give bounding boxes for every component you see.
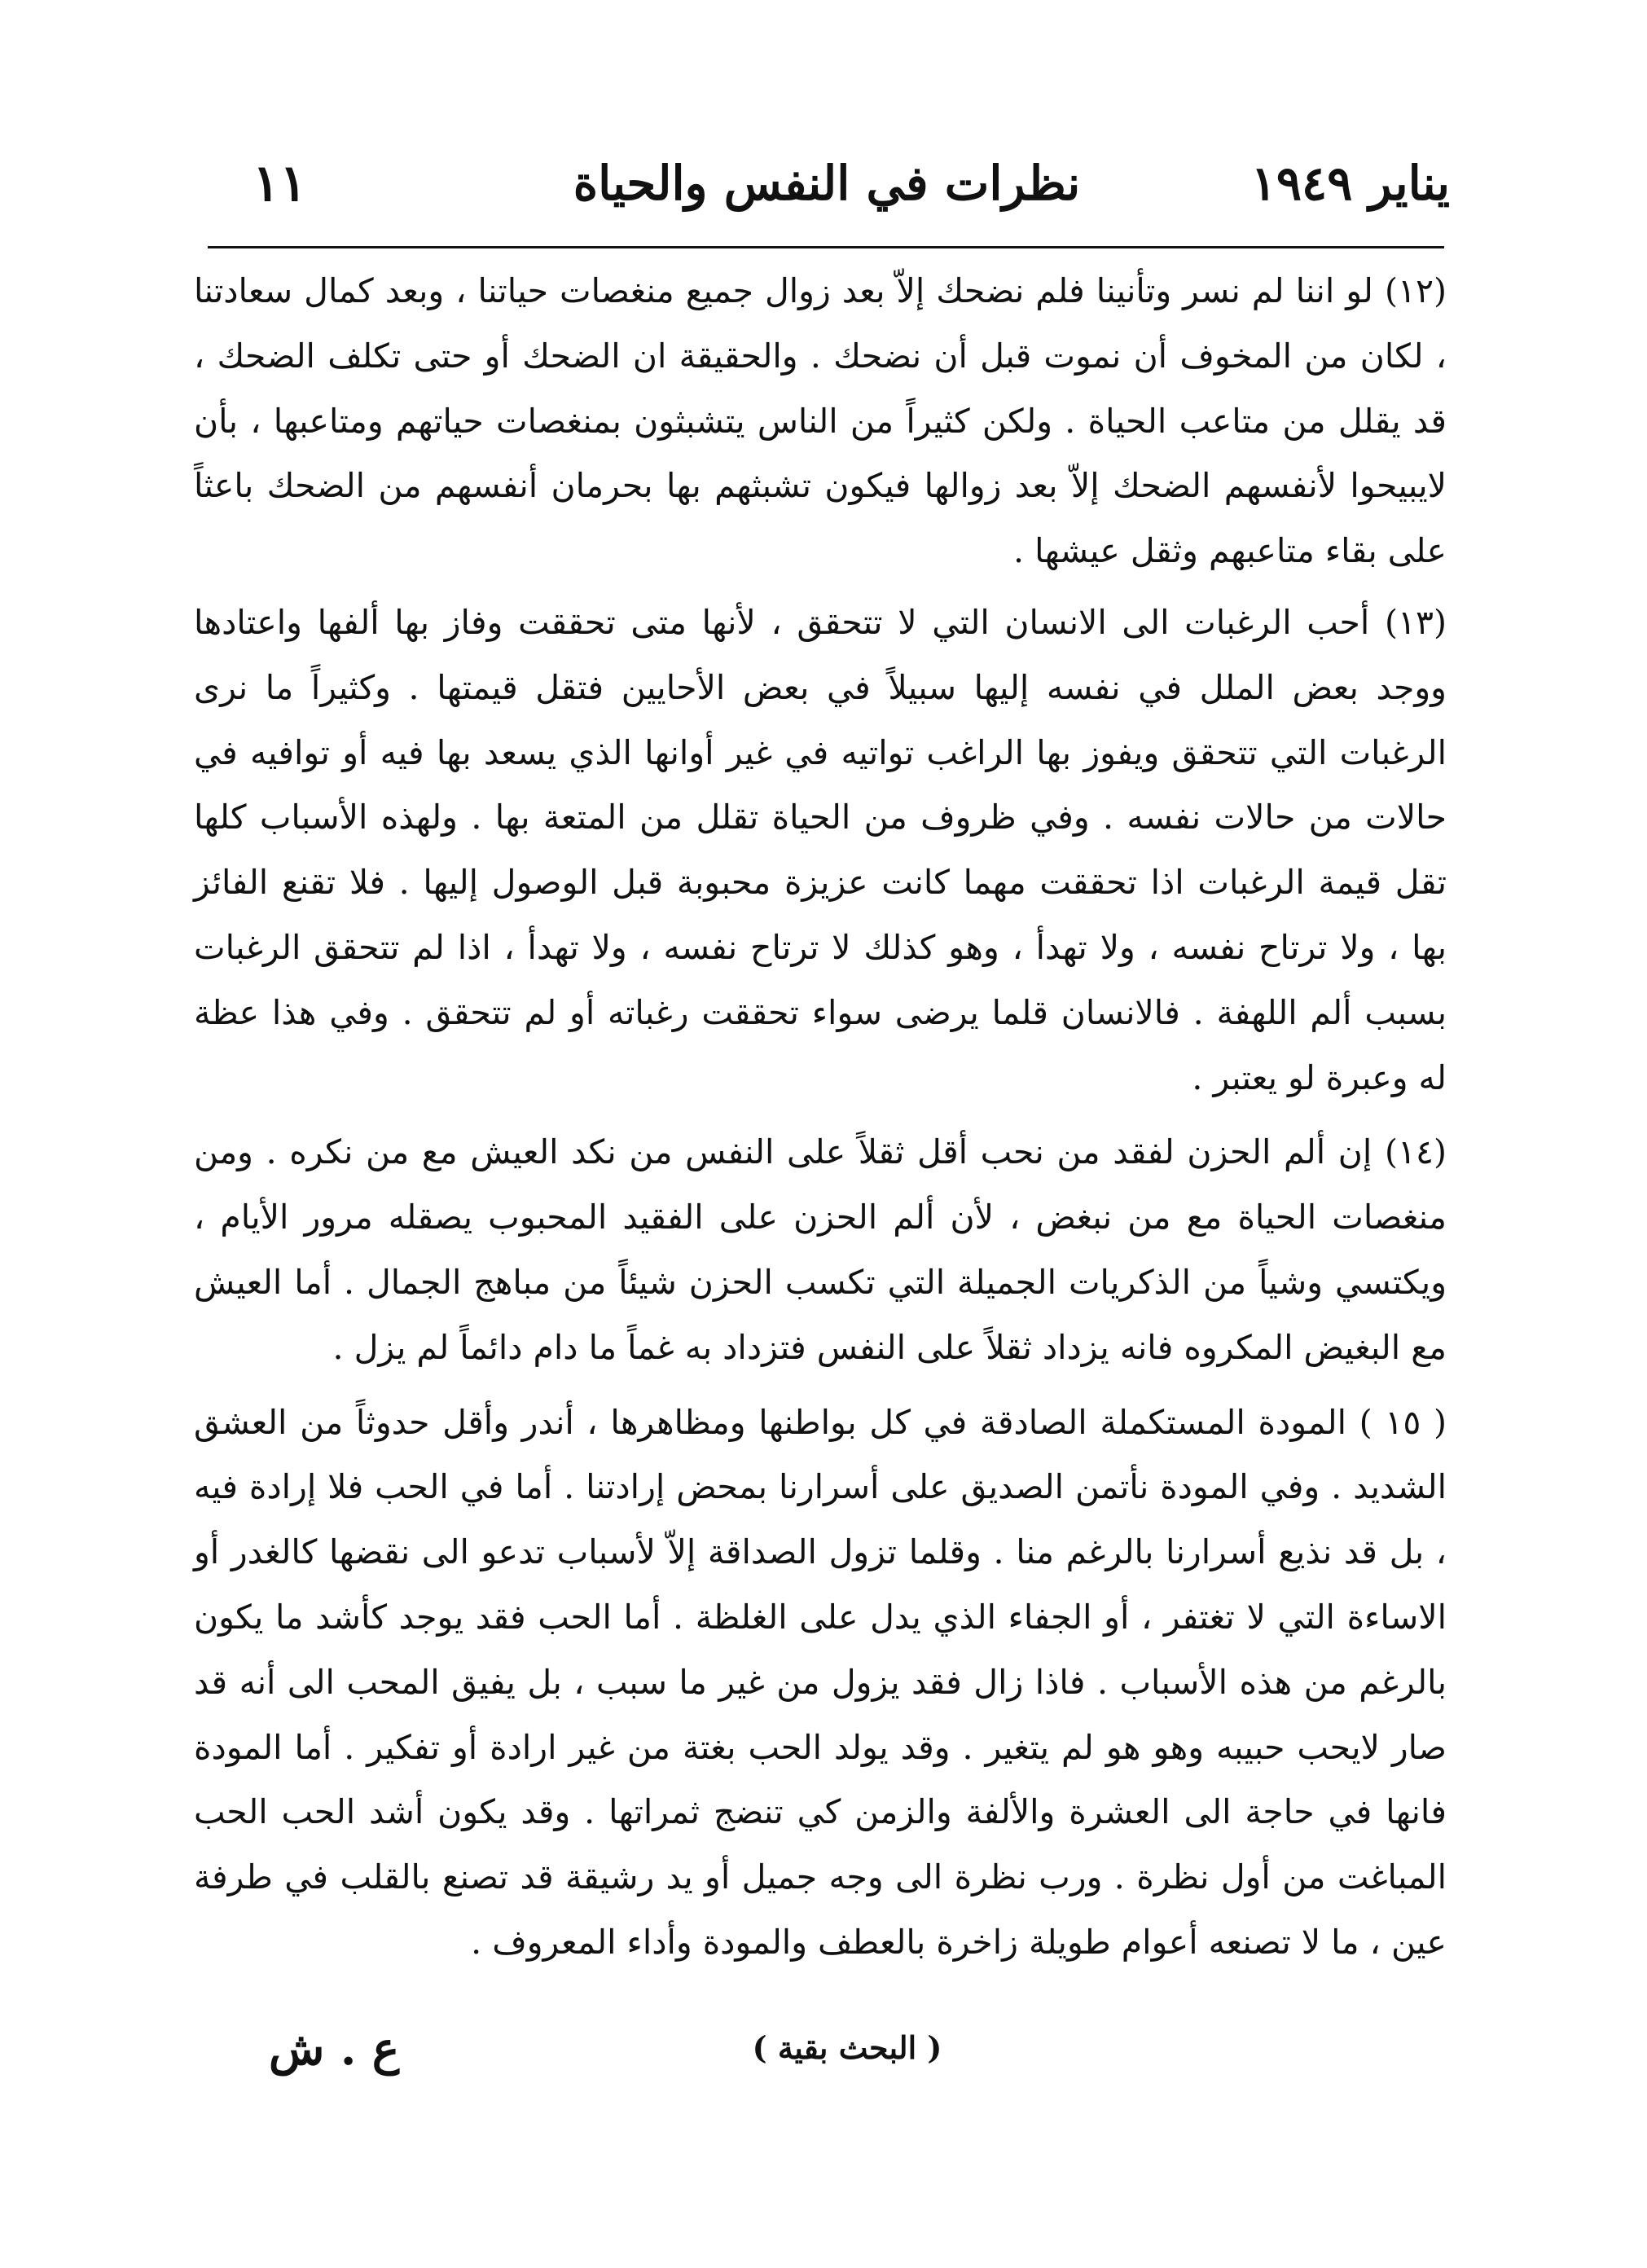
paragraph-text: أحب الرغبات الى الانسان التي لا تتحقق ، لأنها متى تحققت وفاز بها ألفها واعتادها ووجد بعض الملل في نفسه إليها سبيلاً في بعض الأحايين فتقل قيمتها . وكثيراً ما نرى الرغبات التي تتحقق ويفوز بها الراغب تواتيه في غير أوانها الذي يسعد بها فيه أو توافيه في حالات من حالات نفسه . وفي ظروف من الحياة تقلل من المتعة بها . ولهذه الأسباب كلها تقل قيمة الرغبات اذا تحققت مهما كانت عزيزة محبوبة قبل الوصول إليها . فلا تقنع الفائز بها ، ولا ترتاح نفسه ، ولا تهدأ ، وهو كذلك لا ترتاح نفسه ، ولا تهدأ ، اذا لم تتحقق الرغبات بسبب ألم اللهفة . فالانسان قلما يرضى سواء تحققت رغباته أو لم تتحقق . وفي هذا عظة له وعبرة لو يعتبر . bbox=[194, 602, 1447, 1097]
paragraph-13 bbox=[194, 591, 1447, 1110]
article-title: نظرات في النفس والحياة bbox=[573, 156, 1081, 211]
page-number: ١١ bbox=[253, 153, 307, 213]
paragraph-number: (١٣) bbox=[1384, 602, 1447, 642]
paragraph-text: إن ألم الحزن لفقد من نحب أقل ثقلاً على النفس من نكد العيش مع من نكره . ومن منغصات الحياة مع من نبغض ، لأن ألم الحزن على الفقيد المحبوب يصقله مرور الأيام ، ويكتسي وشياً من الذكريات الجميلة التي تكسب الحزن شيئاً من مباهج الجمال . أما العيش مع البغيض المكروه فانه يزداد ثقلاً على النفس فتزداد به غماً ما دام دائماً لم يزل . bbox=[194, 1132, 1447, 1367]
paragraph-number: (١٤) bbox=[1384, 1132, 1447, 1172]
issue-date: يناير ١٩٤٩ bbox=[1250, 156, 1450, 211]
paragraph-text: المودة المستكملة الصادقة في كل بواطنها ومظاهرها ، أندر وأقل حدوثاً من العشق الشديد . وفي المودة نأتمن الصديق على أسرارنا بمحض إرادتنا . أما في الحب فلا إرادة فيه ، بل قد نذيع أسرارنا بالرغم منا . وقلما تزول الصداقة إلاّ لأسباب تدعو الى نقضها كالغدر أو الاساءة التي لا تغتفر ، أو الجفاء الذي يدل على الغلظة . أما الحب فقد يوجد كأشد ما يكون بالرغم من هذه الأسباب . فاذا زال فقد يزول من غير ما سبب ، بل يفيق المحب الى أنه قد صار لايحب حبيبه وهو هو لم يتغير . وقد يولد الحب بغتة من غير ارادة أو تفكير . أما المودة فانها في حاجة الى العشرة والألفة والزمن كي تنضج ثمراتها . وقد يكون أشد الحب الحب المباغت من أول نظرة . ورب نظرة الى وجه جميل أو يد رشيقة قد تصنع بالقلب في طرفة عين ، ما لا تصنعه أعوام طويلة زاخرة بالعطف والمودة وأداء المعروف . bbox=[194, 1402, 1447, 1962]
header-divider bbox=[208, 246, 1444, 248]
paragraph-15 bbox=[194, 1391, 1447, 1976]
continued-note: ( البحث بقية ) bbox=[752, 2029, 942, 2066]
article-body bbox=[194, 259, 1447, 1976]
paragraph-12 bbox=[194, 259, 1447, 584]
paragraph-14 bbox=[194, 1120, 1447, 1380]
paragraph-text: لو اننا لم نسر وتأنينا فلم نضحك إلاّ بعد زوال جميع منغصات حياتنا ، وبعد كمال سعادتنا ، لكان من المخوف أن نموت قبل أن نضحك . والحقيقة ان الضحك أو حتى تكلف الضحك ، قد يقلل من متاعب الحياة . ولكن كثيراً من الناس يتشبثون بمنغصات حياتهم ومتاعبها ، بأن لايبيحوا لأنفسهم الضحك إلاّ بعد زوالها فيكون تشبثهم بها بحرمان أنفسهم من الضحك باعثاً على بقاء متاعبهم وثقل عيشها . bbox=[194, 271, 1447, 571]
author-signature: ع . ش bbox=[269, 2022, 400, 2076]
paragraph-number: ( ١٥ ) bbox=[1359, 1402, 1447, 1442]
running-header bbox=[204, 147, 1450, 220]
page-footer bbox=[244, 2012, 1450, 2086]
paragraph-number: (١٢) bbox=[1384, 271, 1447, 310]
